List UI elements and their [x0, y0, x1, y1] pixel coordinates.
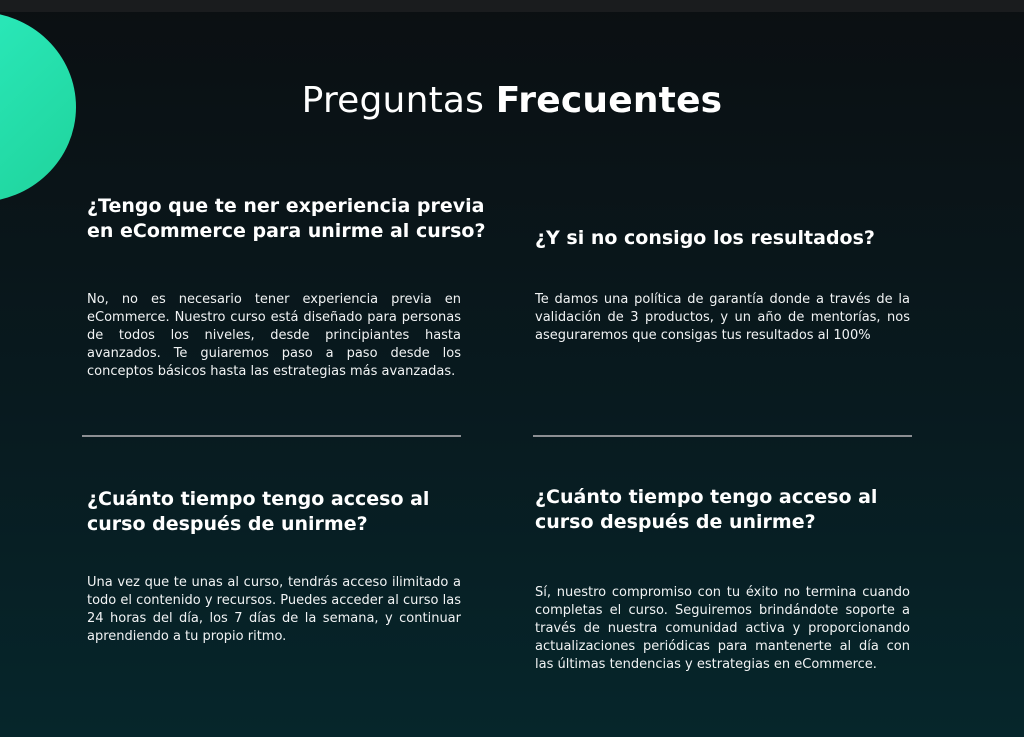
top-strip	[0, 0, 1024, 12]
faq-answer-access-left: Una vez que te unas al curso, tendrás acceso ilimitado a todo el contenido y recursos. Puedes acceder al curso las 24 horas del día, los 7 días de la semana, y continuar aprendiendo a tu propio ritmo.	[87, 575, 461, 644]
faq-answer-results: Te damos una política de garantía donde a través de la validación de 3 productos, y un año de mentorías, nos aseguraremos que consigas tus resultados al 100%	[535, 292, 910, 343]
faq-question-access-right: ¿Cuánto tiempo tengo acceso al curso después de unirme?	[535, 486, 878, 533]
divider-right	[533, 435, 912, 437]
faq-answer-access-right: Sí, nuestro compromiso con tu éxito no termina cuando completas el curso. Seguiremos brindándote soporte a través de nuestra comunidad activa y proporcionando actualizaciones periódicas para mantenerte al día con las últimas tendencias y estrategias en eCommerce.	[535, 585, 910, 672]
divider-left	[82, 435, 461, 437]
faq-question-experience: ¿Tengo que te ner experiencia previa en eCommerce para unirme al curso?	[87, 195, 486, 242]
page-title	[0, 80, 1024, 121]
page-title-regular: Preguntas	[301, 80, 485, 121]
faq-question-access-left: ¿Cuánto tiempo tengo acceso al curso después de unirme?	[87, 488, 430, 535]
faq-answer-experience: No, no es necesario tener experiencia previa en eCommerce. Nuestro curso está diseñado para personas de todos los niveles, desde principiantes hasta avanzados. Te guiaremos paso a paso desde los conceptos básicos hasta las estrategias más avanzadas.	[87, 292, 461, 379]
faq-question-results: ¿Y si no consigo los resultados?	[535, 227, 875, 249]
page-title-bold: Frecuentes	[495, 80, 723, 121]
